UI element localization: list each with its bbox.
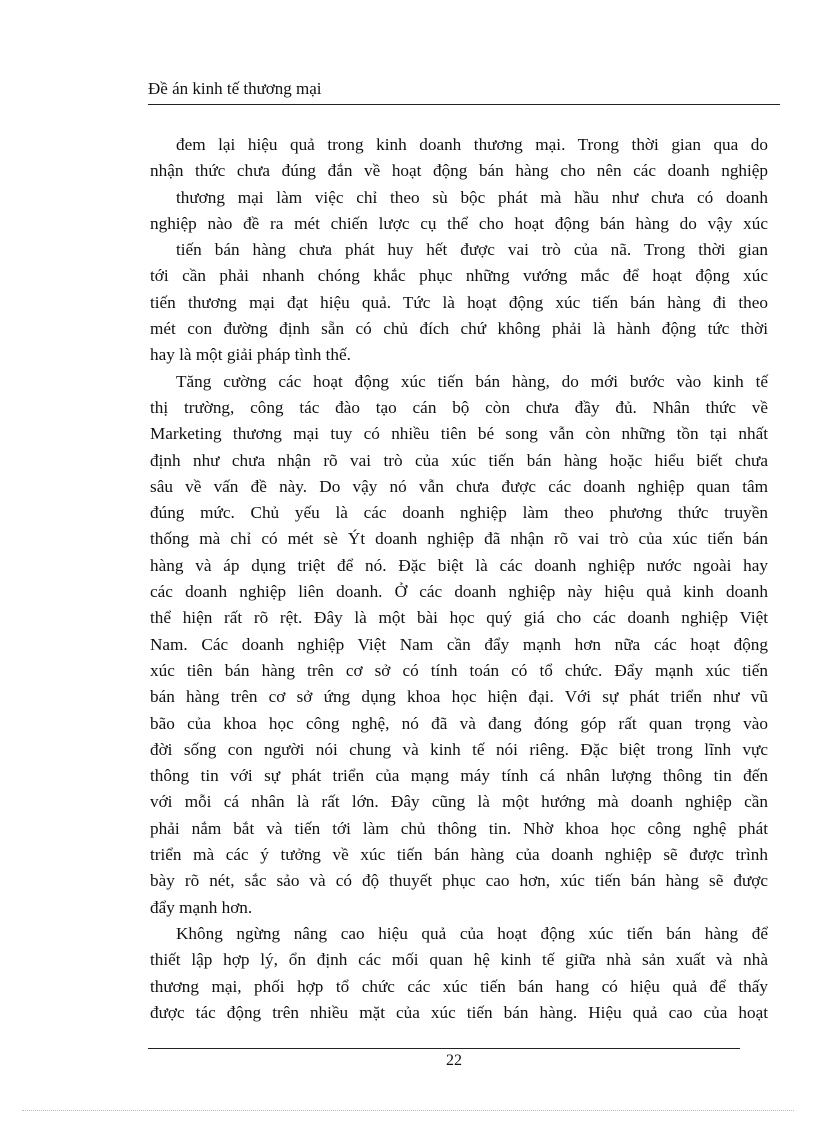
text-line: tới cần phải nhanh chóng khắc phục những vướng mắc để hoạt động xúc — [150, 266, 768, 286]
text-line: các doanh nghiệp liên doanh. Ở các doanh nghiệp này hiệu quả kinh doanh — [150, 582, 768, 602]
text-line: đời sống con người nói chung và kinh tế nói riêng. Đặc biệt trong lĩnh vực — [150, 739, 768, 759]
text-line: định như chưa nhận rõ vai trò của xúc tiến bán hàng hoặc hiểu biết chưa — [150, 450, 768, 470]
page-edge-divider — [22, 1110, 794, 1111]
text-line: phải nắm bắt và tiến tới làm chủ thông tin. Nhờ khoa học công nghệ phát — [150, 818, 768, 838]
text-line: triển mà các ý tưởng về xúc tiến bán hàng của doanh nghiệp sẽ được trình — [150, 845, 768, 865]
text-line: nhận thức chưa đúng đắn về hoạt động bán hàng cho nên các doanh nghiệp — [150, 161, 768, 181]
text-line: thiết lập hợp lý, ổn định các mối quan hệ kinh tế giữa nhà sản xuất và nhà — [150, 950, 768, 970]
text-line: thống mà chỉ có mét sè Ýt doanh nghiệp đã nhận rõ vai trò của xúc tiến bán — [150, 529, 768, 549]
text-line: bày rõ nét, sắc sảo và có độ thuyết phục cao hơn, xúc tiến bán hàng sẽ được — [150, 871, 768, 891]
running-header: Đề án kinh tế thương mại — [148, 79, 322, 98]
text-line: Tăng cường các hoạt động xúc tiến bán hàng, do mới bước vào kinh tế — [176, 371, 768, 391]
text-line: với mỗi cá nhân là rất lớn. Đây cũng là một hướng mà doanh nghiệp cần — [150, 792, 768, 812]
text-line: thương mại làm việc chỉ theo sù bộc phát mà hầu như chưa có doanh — [176, 187, 768, 207]
text-line: bão của khoa học công nghệ, nó đã và đang đóng góp rất quan trọng vào — [150, 713, 768, 733]
text-line: Marketing thương mại tuy có nhiều tiên bé song vẫn còn những tồn tại nhất — [150, 424, 768, 444]
text-line: thông tin với sự phát triển của mạng máy tính cá nhân lượng thông tin đến — [150, 766, 768, 786]
text-line: thương mại, phối hợp tổ chức các xúc tiến bán hang có hiệu quả để thấy — [150, 976, 768, 996]
document-body — [150, 132, 768, 1026]
text-line: Nam. Các doanh nghiệp Việt Nam cần đẩy mạnh hơn nữa các hoạt động — [150, 634, 768, 654]
text-line: đúng mức. Chủ yếu là các doanh nghiệp làm theo phương thức truyền — [150, 503, 768, 523]
text-line: tiến bán hàng chưa phát huy hết được vai trò của nã. Trong thời gian — [176, 240, 768, 260]
text-line: mét con đường định sẵn có chủ đích chứ không phải là hành động tức thời — [150, 319, 768, 339]
text-line: hay là một giải pháp tình thế. — [150, 345, 351, 365]
text-line: đẩy mạnh hơn. — [150, 897, 253, 917]
header-divider — [148, 104, 780, 105]
text-line: tiến thương mại đạt hiệu quả. Tức là hoạt động xúc tiến bán hàng đi theo — [150, 292, 768, 312]
text-line: bán hàng trên cơ sở ứng dụng khoa học hiện đại. Với sự phát triển như vũ — [150, 687, 768, 707]
text-line: nghiệp nào đề ra mét chiến lược cụ thể cho hoạt động bán hàng do vậy xúc — [150, 213, 768, 233]
footer-divider — [148, 1048, 740, 1049]
page-number: 22 — [446, 1052, 462, 1069]
text-line: thị trường, công tác đào tạo cán bộ còn chưa đầy đủ. Nhân thức về — [150, 397, 768, 417]
text-line: xúc tiên bán hàng trên cơ sở có tính toán có tổ chức. Đẩy mạnh xúc tiến — [150, 660, 768, 680]
text-line: đem lại hiệu quả trong kinh doanh thương mại. Trong thời gian qua do — [176, 135, 768, 154]
text-line: sâu về vấn đề này. Do vậy nó vẫn chưa được các doanh nghiệp quan tâm — [150, 476, 768, 496]
text-line: được tác động trên nhiều mặt của xúc tiến bán hàng. Hiệu quả cao của hoạt — [150, 1002, 768, 1022]
text-line: hàng và áp dụng triệt để nó. Đặc biệt là các doanh nghiệp nước ngoài hay — [150, 555, 768, 575]
text-line: Không ngừng nâng cao hiệu quả của hoạt động xúc tiến bán hàng để — [176, 923, 768, 943]
text-line: thể hiện rất rõ rệt. Đây là một bài học quý giá cho các doanh nghiệp Việt — [150, 608, 768, 628]
